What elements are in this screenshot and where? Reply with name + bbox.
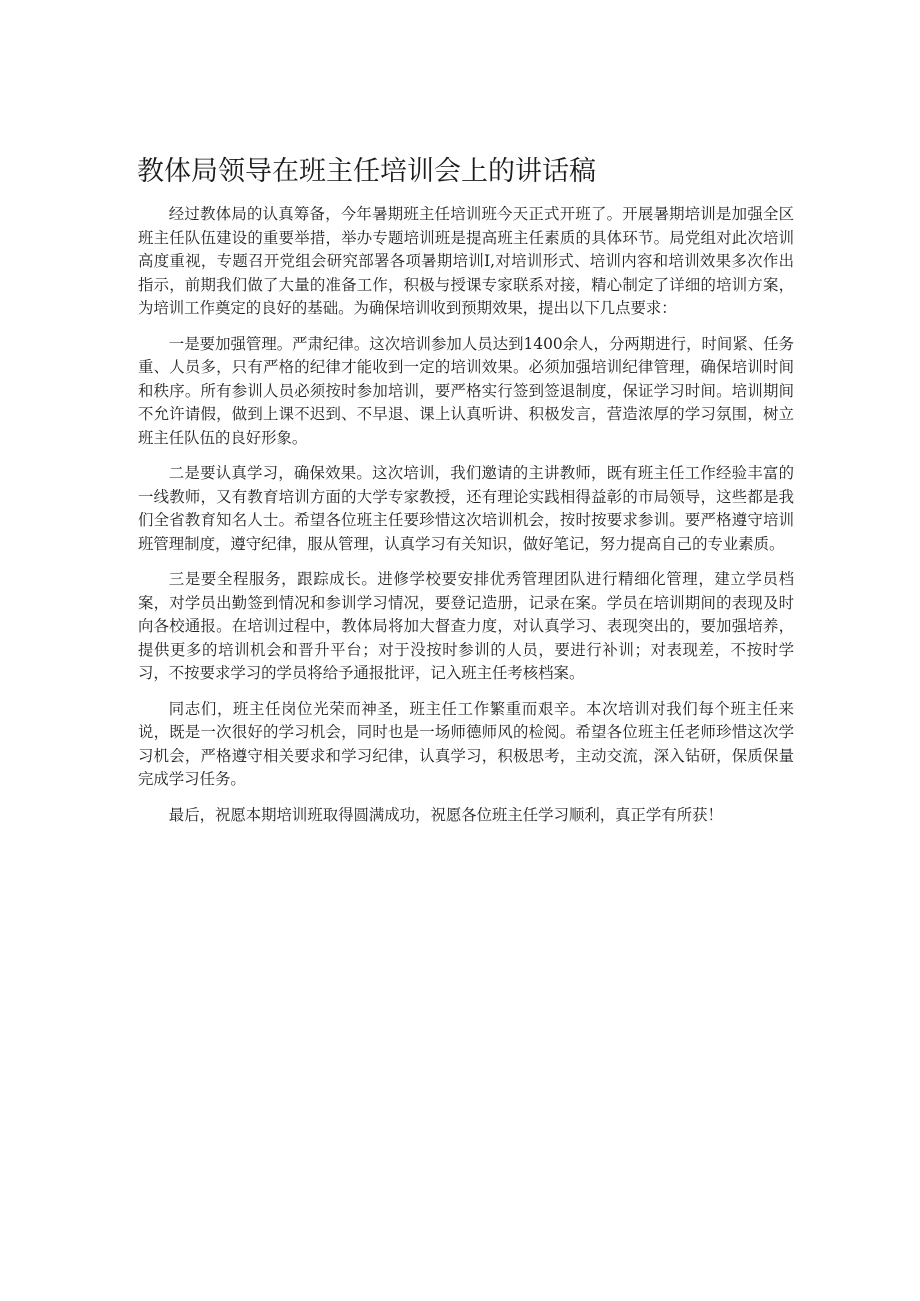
- paragraph-closing: 同志们，班主任岗位光荣而神圣，班主任工作繁重而艰辛。本次培训对我们每个班主任来说，既是一次很好的学习机会，同时也是一场师德师风的检阅。希望各位班主任老师珍惜这次学习机会，严格遵守相关要求和学习纪律，认真学习，积极思考，主动交流，深入钻研，保质保量完成学习任务。: [138, 699, 794, 788]
- paragraph-final-wishes: 最后，祝愿本期培训班取得圆满成功，祝愿各位班主任学习顺利，真正学有所获！: [168, 805, 723, 824]
- paragraph-intro: 经过教体局的认真筹备，今年暑期班主任培训班今天正式开班了。开展暑期培训是加强全区班主任队伍建设的重要举措，举办专题培训班是提高班主任素质的具体环节。局党组对此次培训高度重视，专题召开党组会研究部署各项暑期培训I,对培训形式、培训内容和培训效果多次作出指示，前期我们做了大量的准备工作，积极与授课专家联系对接，精心制定了详细的培训方案，为培训工作奠定的良好的基础。为确保培训收到预期效果，提出以下几点要求：: [138, 205, 794, 317]
- document-body: [138, 203, 794, 839]
- paragraph-requirement-one: 一是要加强管理。严肃纪律。这次培训参加人员达到1400余人，分两期进行，时间紧、任务重、人员多，只有严格的纪律才能收到一定的培训效果。必须加强培训纪律管理，确保培训时间和秩序。所有参训人员必须按时参加培训，要严格实行签到签退制度，保证学习时间。培训期间不允许请假，做到上课不迟到、不早退、课上认真听讲、积极发言，营造浓厚的学习氛围，树立班主任队伍的良好形象。: [138, 334, 794, 447]
- document-title: 教体局领导在班主任培训会上的讲话稿: [137, 156, 596, 187]
- paragraph-requirement-two: 二是要认真学习，确保效果。这次培训，我们邀请的主讲教师，既有班主任工作经验丰富的一线教师，又有教育培训方面的大学专家教授，还有理论实践相得益彰的市局领导，这些都是我们全省教育知名人士。希望各位班主任要珍惜这次培训机会，按时按要求参训。要严格遵守培训班管理制度，遵守纪律，服从管理，认真学习有关知识，做好笔记，努力提高自己的专业素质。: [138, 464, 794, 553]
- paragraph-requirement-three: 三是要全程服务，跟踪成长。进修学校要安排优秀管理团队进行精细化管理，建立学员档案，对学员出勤签到情况和参训学习情况，要登记造册，记录在案。学员在培训期间的表现及时向各校通报。在培训过程中，教体局将加大督查力度，对认真学习、表现突出的，要加强培养，提供更多的培训机会和晋升平台；对于没按时参训的人员，要进行补训；对表现差，不按时学习，不按要求学习的学员将给予通报批评，记入班主任考核档案。: [138, 570, 794, 682]
